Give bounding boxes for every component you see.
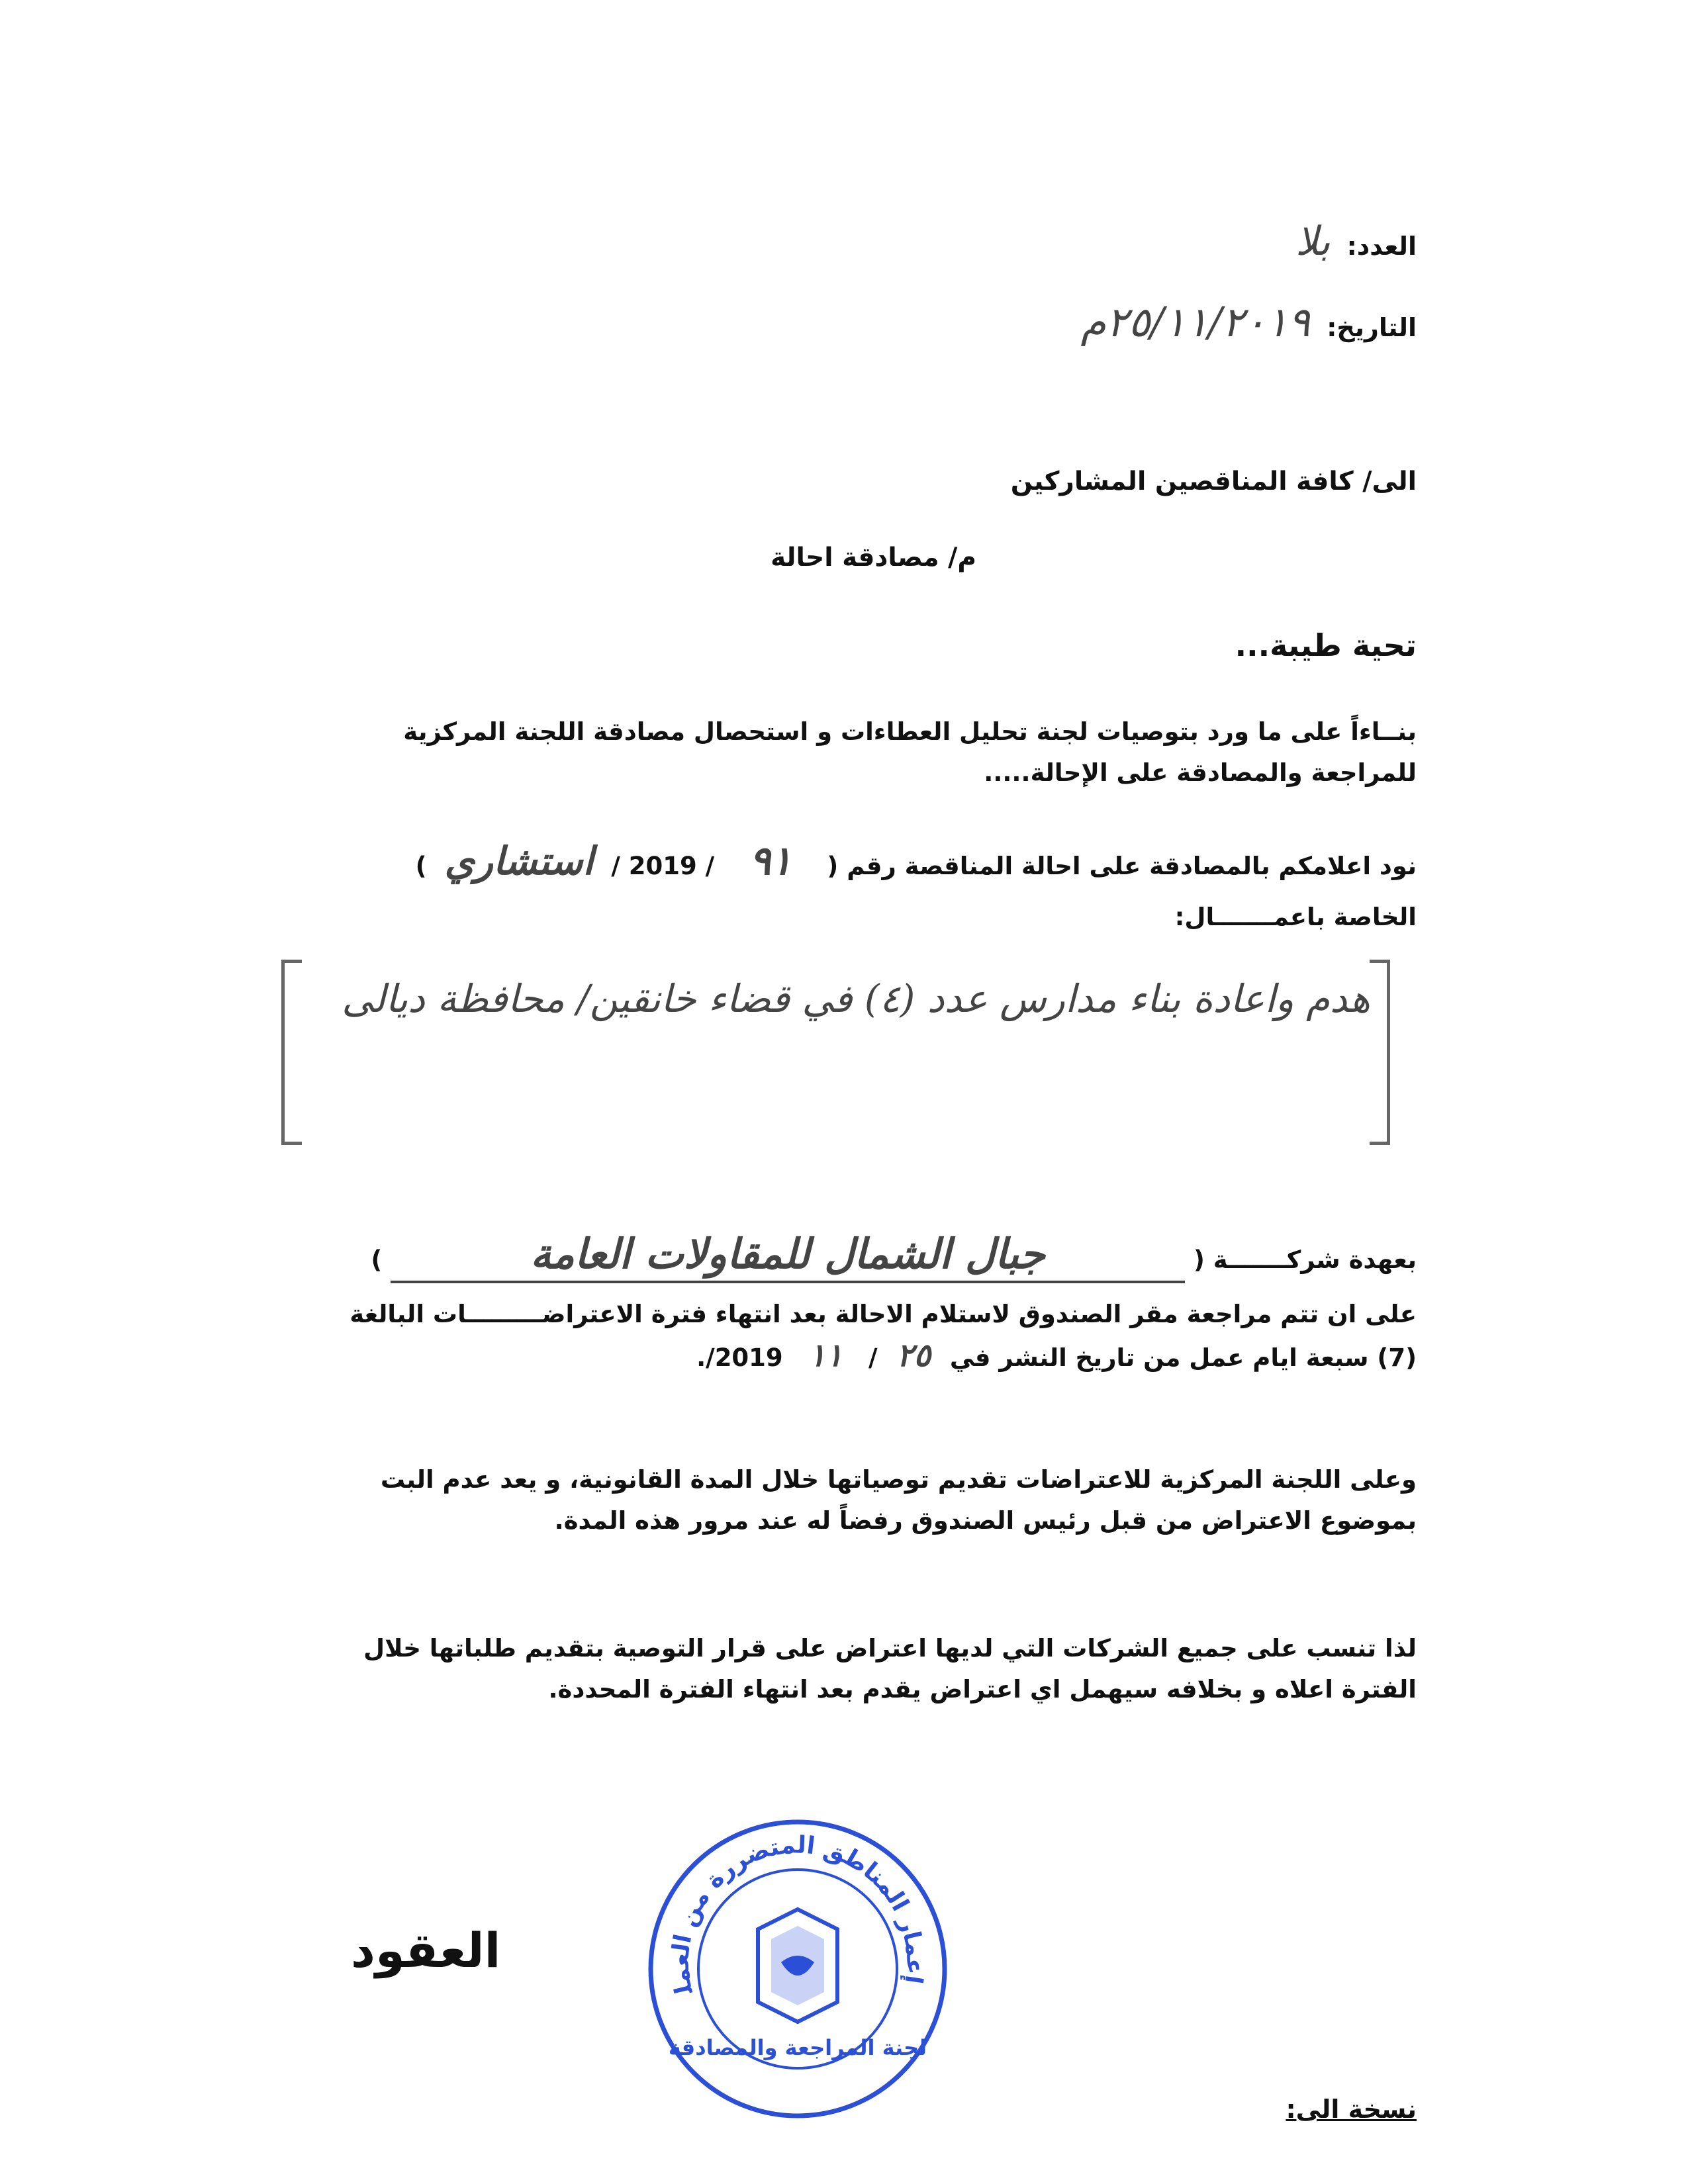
paragraph-line: بنــاءاً على ما ورد بتوصيات لجنة تحليل العطاءات و استحصال مصادقة اللجنة المركزية <box>403 717 1417 746</box>
company-line <box>258 1228 1417 1283</box>
works-box <box>281 960 1390 1145</box>
paragraph-intro <box>258 711 1417 794</box>
paragraph-line: لذا تنسب على جميع الشركات التي لديها اعتراض على قرار التوصية بتقديم طلباتها خلال <box>363 1634 1417 1662</box>
recipient: الى/ كافة المناقصين المشاركين <box>1010 467 1417 496</box>
paragraph-line: وعلى اللجنة المركزية للاعتراضات تقديم توصياتها خلال المدة القانونية، و يعد عدم البت <box>380 1465 1417 1494</box>
stamp-inner-text: لجنة المراجعة والمصادقة <box>668 2035 927 2060</box>
tender-line <box>258 838 1417 887</box>
paragraph-line: الفترة اعلاه و بخلافه سيهمل اي اعتراض يقدم بعد انتهاء الفترة المحددة. <box>548 1675 1417 1704</box>
review-prefix: (7) سبعة ايام عمل من تاريخ النشر في <box>949 1343 1417 1372</box>
paragraph-objections <box>258 1459 1417 1541</box>
review-month: ١١ <box>808 1337 843 1374</box>
review-day: ٢٥ <box>896 1337 931 1374</box>
tender-year: / 2019 / <box>611 852 715 880</box>
review-year: 2019/. <box>696 1343 783 1372</box>
paragraph-line: على ان تتم مراجعة مقر الصندوق لاستلام الاحالة بعد انتهاء فترة الاعتراضـــــــــات البالغة <box>350 1300 1417 1328</box>
tender-type: استشاري <box>444 839 594 884</box>
number-value: بلا <box>1295 218 1331 265</box>
works-label: الخاصة باعمـــــــال: <box>1174 903 1417 931</box>
right-bracket <box>1370 960 1390 1145</box>
date-line <box>821 298 1417 346</box>
review-paragraph <box>258 1294 1417 1379</box>
review-date-line: (7) سبعة ايام عمل من تاريخ النشر في ٢٥ / ١١ 2019/. <box>696 1337 1417 1374</box>
greeting: تحية طيبة... <box>1235 627 1417 663</box>
official-stamp <box>645 1817 950 2121</box>
paragraph-line: بموضوع الاعتراض من قبل رئيس الصندوق رفضاً له عند مرور هذه المدة. <box>554 1506 1417 1535</box>
date-label: التاريخ: <box>1327 313 1417 342</box>
company-name: جبال الشمال للمقاولات العامة <box>391 1228 1185 1283</box>
tender-prefix: نود اعلامكم بالمصادقة على احالة المناقصة رقم ( <box>827 852 1417 880</box>
department-signature: العقود <box>351 1923 501 1978</box>
company-label: بعهدة شركـــــــة ( <box>1194 1246 1417 1274</box>
paragraph-line: للمراجعة والمصادقة على الإحالة..... <box>984 758 1417 787</box>
company-close: ) <box>371 1246 383 1274</box>
stamp-graphic <box>645 1817 950 2121</box>
copy-to-label: نسخة الى: <box>1286 2095 1417 2124</box>
number-line <box>953 218 1417 265</box>
tender-close: ) <box>415 852 427 880</box>
date-value: ٢٥/١١/٢٠١٩م <box>1080 298 1311 346</box>
works-description: هدم واعادة بناء مدارس عدد (٤) في قضاء خانقين/ محافظة ديالى <box>342 976 1370 1021</box>
tender-number: ٩١ <box>749 838 792 884</box>
paragraph-companies <box>258 1628 1417 1710</box>
stamp-outer-text: إعمار المناطق المتضررة من العمل <box>667 1831 929 1997</box>
number-label: العدد: <box>1346 232 1417 261</box>
subject: م/ مصادقة احالة <box>771 543 976 572</box>
